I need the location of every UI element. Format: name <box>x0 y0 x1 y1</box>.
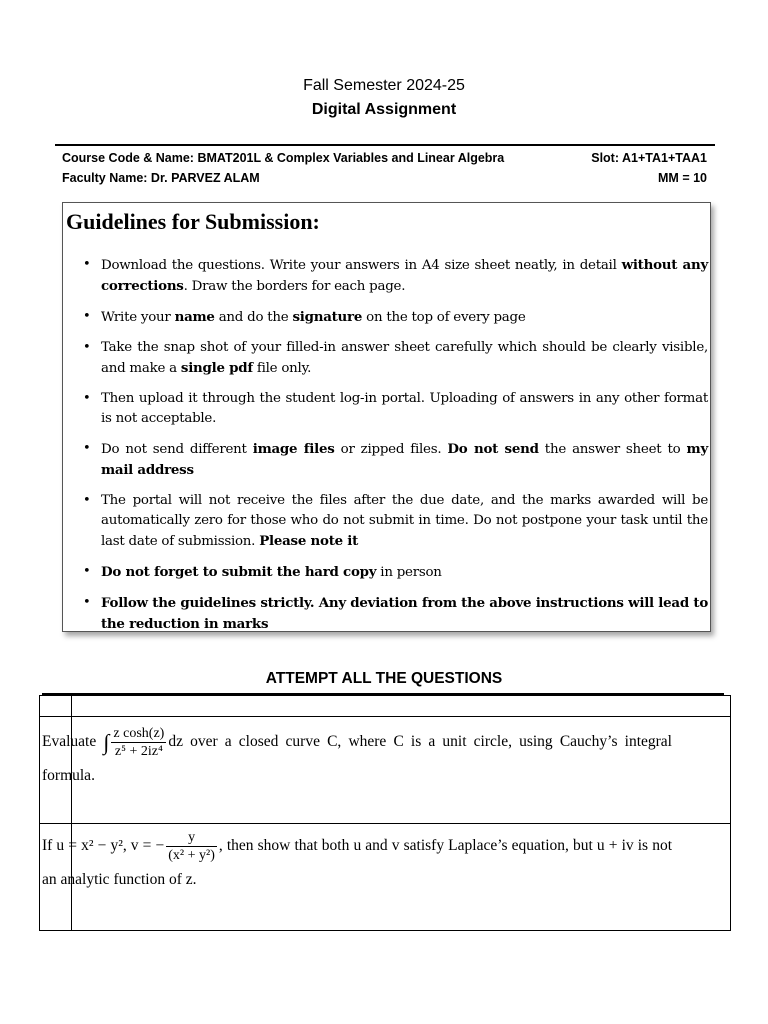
q2-numerator: y <box>188 830 196 845</box>
guidelines-heading: Guidelines for Submission: <box>66 209 320 234</box>
q1-lead: Evaluate <box>42 733 97 751</box>
max-marks: MM = 10 <box>658 171 707 185</box>
bullet-icon: • <box>83 441 91 456</box>
guideline-item: • Do not forget to submit the hard copy in person <box>83 564 442 580</box>
guideline-item: • Take the snap shot of your filled-in answer sheet carefully which should be clearly visible, and make a single pdf file only. <box>83 340 708 376</box>
course-code-name: Course Code & Name: BMAT201L & Complex Variables and Linear Algebra <box>62 151 505 165</box>
q1-fraction <box>111 725 166 760</box>
faculty-row <box>62 171 707 185</box>
bullet-icon: • <box>83 493 91 508</box>
header-divider <box>55 144 715 146</box>
course-row <box>62 151 707 165</box>
bullet-icon: • <box>83 340 91 355</box>
q1-rest: dz over a closed curve C, where C is a unit circle, using Cauchy’s integral formula. <box>42 733 672 784</box>
bullet-icon: • <box>83 564 91 579</box>
guideline-item: • Download the questions. Write your answers in A4 size sheet neatly, in detail without any corrections. Draw the borders for each page. <box>83 257 708 294</box>
guideline-item: • Follow the guidelines strictly. Any deviation from the above instructions will lead to the reduction in marks <box>83 595 708 632</box>
bullet-icon: • <box>83 309 91 324</box>
bullet-icon: • <box>83 257 91 272</box>
assignment-title: Digital Assignment <box>311 101 457 118</box>
table-row-divider <box>40 823 730 824</box>
guideline-item: • Then upload it through the student log-in portal. Uploading of answers in any other format is not acceptable. <box>83 391 708 426</box>
table-row-divider <box>40 716 730 717</box>
integral-symbol: ∫ <box>103 729 110 755</box>
q2-lead: If u = x² − y², v = − <box>42 837 165 855</box>
guideline-item: • Write your name and do the signature on the top of every page <box>83 309 526 325</box>
bullet-icon: • <box>83 391 91 406</box>
q2-fraction <box>166 829 217 864</box>
q1-numerator: z cosh(z) <box>113 726 165 741</box>
q2-denominator: (x² + y²) <box>168 848 215 863</box>
guidelines-box <box>62 202 711 632</box>
bullet-icon: • <box>83 595 91 610</box>
q2-rest: , then show that both u and v satisfy Laplace’s equation, but u + iv is not an analytic function of z. <box>42 837 672 888</box>
guideline-item: • Do not send different image files or zipped files. Do not send the answer sheet to my mail address <box>83 441 708 478</box>
guideline-item: • The portal will not receive the files after the due date, and the marks awarded will be automatically zero for those who do not submit in time. Do not postpone your task until the last date of submission. Please note it <box>83 493 708 549</box>
question-2 <box>42 829 672 896</box>
faculty-name: Faculty Name: Dr. PARVEZ ALAM <box>62 171 260 185</box>
semester-label: Fall Semester 2024-25 <box>303 77 465 94</box>
question-1 <box>42 725 672 792</box>
q1-denominator: z⁵ + 2iz⁴ <box>111 742 166 760</box>
slot-label: Slot: A1+TA1+TAA1 <box>591 151 707 165</box>
guidelines-list <box>83 255 708 645</box>
questions-heading: ATTEMPT ALL THE QUESTIONS <box>265 670 503 687</box>
